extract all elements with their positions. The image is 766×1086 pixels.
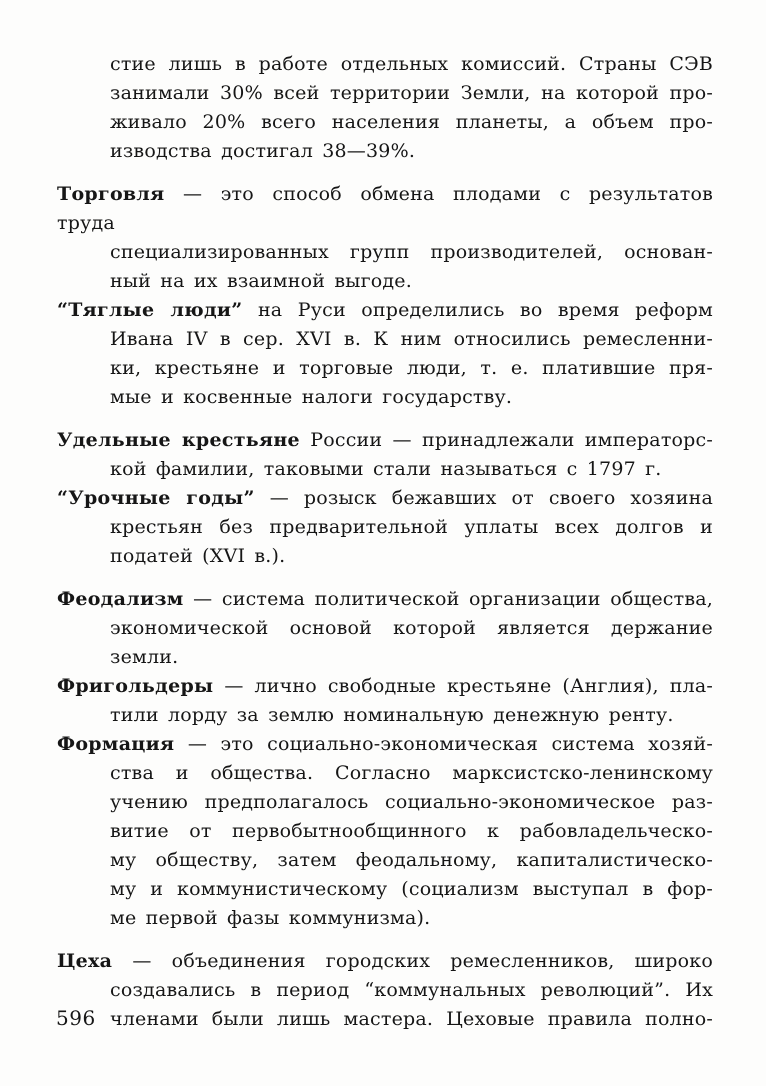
text-line: живало 20% всего населения планеты, а объем про- xyxy=(110,111,713,133)
text-line: Цеха — объединения городских ремесленников, широко xyxy=(57,950,713,972)
text-line: кой фамилии, таковыми стали называться с 1797 г. xyxy=(110,458,662,480)
text-line: занимали 30% всей территории Земли, на которой про- xyxy=(110,82,713,104)
text-line: Формация — это социально-экономическая система хозяй- xyxy=(57,733,713,755)
entry-udelnye-krestyane xyxy=(57,426,713,484)
text-line: земли. xyxy=(110,646,179,668)
text-line: Торговля — это способ обмена плодами с результатов труда xyxy=(57,183,713,234)
entry-term: Цеха xyxy=(57,950,113,972)
text-line: податей (XVI в.). xyxy=(110,545,286,567)
entry-torgovlya xyxy=(57,180,713,296)
entry-frigoldery xyxy=(57,672,713,730)
text-line: Ивана IV в сер. XVI в. К ним относились ремесленни- xyxy=(110,328,713,350)
text-line: “Тяглые люди” на Руси определились во время реформ xyxy=(57,299,713,321)
entry-term: Удельные крестьяне xyxy=(57,429,300,451)
text-line: учению предполагалось социально-экономическое раз- xyxy=(110,791,713,813)
entry-term: Торговля xyxy=(57,183,165,205)
text-line: ки, крестьяне и торговые люди, т. е. платившие пря- xyxy=(110,357,713,379)
text-line: стие лишь в работе отдельных комиссий. Страны СЭВ xyxy=(110,53,713,75)
entry-continuation-sev xyxy=(57,50,713,166)
text-line: ме первой фазы коммунизма). xyxy=(110,907,431,929)
text-line: изводства достигал 38—39%. xyxy=(110,140,416,162)
text-line: витие от первобытнообщинного к рабовладельческо- xyxy=(110,820,713,842)
entry-term: “Урочные годы” xyxy=(57,487,255,509)
text-line: Фригольдеры — лично свободные крестьяне (Англия), пла- xyxy=(57,675,713,697)
text-line: специализированных групп производителей, основан- xyxy=(110,241,713,263)
text-line: тили лорду за землю номинальную денежную ренту. xyxy=(110,704,674,726)
text-line: членами были лишь мастера. Цеховые правила полно- xyxy=(110,1008,713,1030)
entry-term: Формация xyxy=(57,733,175,755)
page-number: 596 xyxy=(56,1006,96,1030)
text-line: крестьян без предварительной уплаты всех долгов и xyxy=(110,516,713,538)
text-line: Феодализм — система политической организации общества, xyxy=(57,588,713,610)
text-line: создавались в период “коммунальных революций”. Их xyxy=(110,979,713,1001)
entry-term: “Тяглые люди” xyxy=(57,299,243,321)
text-line: ный на их взаимной выгоде. xyxy=(110,270,412,292)
entry-tyaglye-lyudi xyxy=(57,296,713,412)
entry-term: Феодализм xyxy=(57,588,184,610)
text-line: экономической основой которой является держание xyxy=(110,617,713,639)
text-line: му обществу, затем феодальному, капиталистическо- xyxy=(110,849,713,871)
glossary-content xyxy=(57,50,713,1034)
entry-formatsiya xyxy=(57,730,713,933)
entry-term: Фригольдеры xyxy=(57,675,214,697)
text-line: Удельные крестьяне России — принадлежали императорс- xyxy=(57,429,713,451)
text-line: мые и косвенные налоги государству. xyxy=(110,386,513,408)
text-line: ства и общества. Согласно марксистско-ленинскому xyxy=(110,762,713,784)
text-line: “Урочные годы” — розыск бежавших от своего хозяина xyxy=(57,487,713,509)
entry-feodalizm xyxy=(57,585,713,672)
text-line: му и коммунистическому (социализм выступал в фор- xyxy=(110,878,713,900)
entry-tsekha xyxy=(57,947,713,1034)
entry-urochnye-gody xyxy=(57,484,713,571)
